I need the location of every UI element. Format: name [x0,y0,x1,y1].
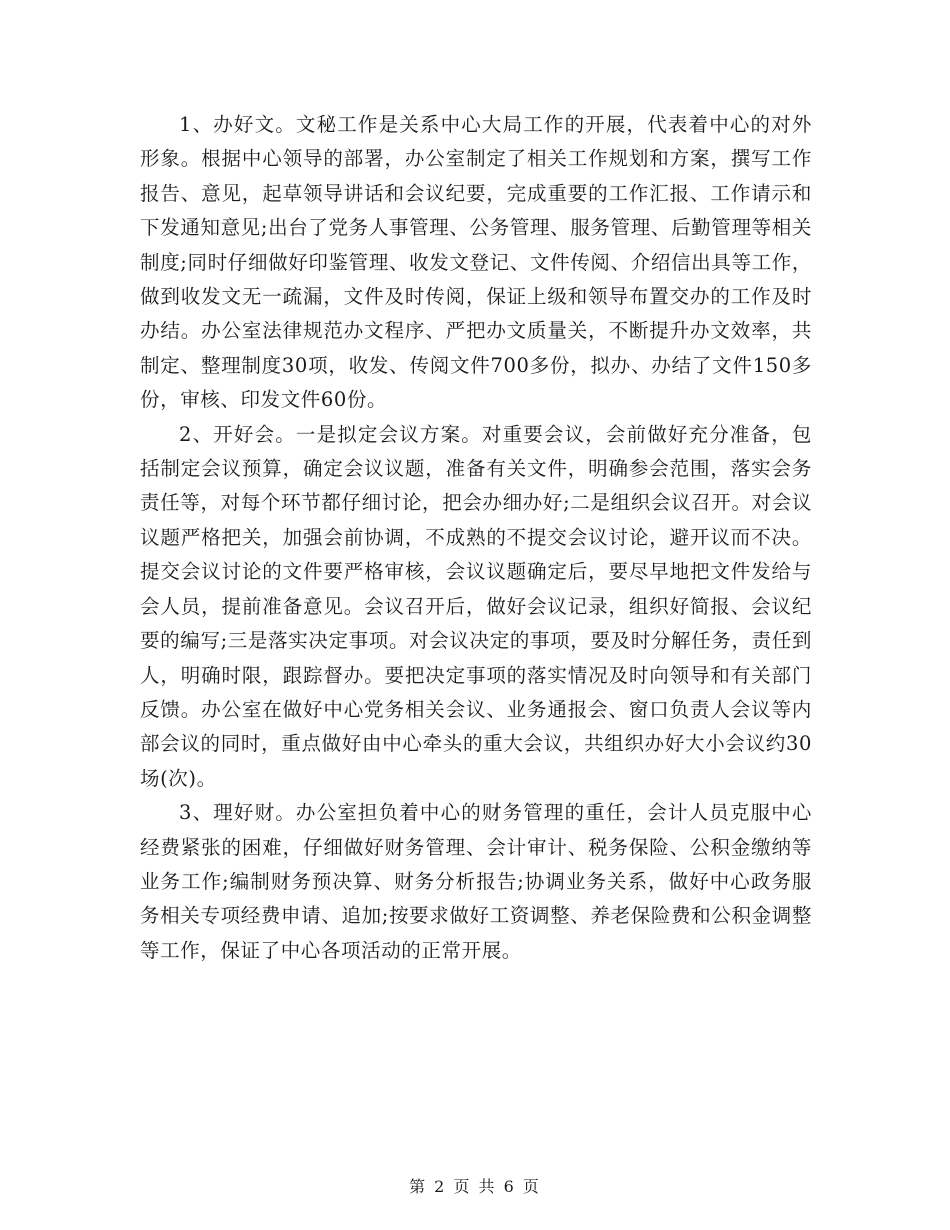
paragraph-1: 1、办好文。文秘工作是关系中心大局工作的开展，代表着中心的对外形象。根据中心领导的部署，办公室制定了相关工作规划和方案，撰写工作报告、意见，起草领导讲话和会议纪要，完成重要的工作汇报、工作请示和下发通知意见;出台了党务人事管理、公务管理、服务管理、后勤管理等相关制度;同时仔细做好印鉴管理、收发文登记、文件传阅、介绍信出具等工作，做到收发文无一疏漏，文件及时传阅，保证上级和领导布置交办的工作及时办结。办公室法律规范办文程序、严把办文质量关，不断提升办文效率，共制定、整理制度30项，收发、传阅文件700多份，拟办、办结了文件150多份，审核、印发文件60份。 [140,113,812,412]
paragraph-2: 2、开好会。一是拟定会议方案。对重要会议，会前做好充分准备，包括制定会议预算，确定会议议题，准备有关文件，明确参会范围，落实会务责任等，对每个环节都仔细讨论，把会办细办好;二是组织会议召开。对会议议题严格把关，加强会前协调，不成熟的不提交会议讨论，避开议而不决。提交会议讨论的文件要严格审核，会议议题确定后，要尽早地把文件发给与会人员，提前准备意见。会议召开后，做好会议记录，组织好简报、会议纪要的编写;三是落实决定事项。对会议决定的事项，要及时分解任务，责任到人，明确时限，跟踪督办。要把决定事项的落实情况及时向领导和有关部门反馈。办公室在做好中心党务相关会议、业务通报会、窗口负责人会议等内部会议的同时，重点做好由中心牵头的重大会议，共组织办好大小会议约30场(次)。 [140,422,812,790]
document-body [140,108,812,968]
paragraph-3: 3、理好财。办公室担负着中心的财务管理的重任，会计人员克服中心经费紧张的困难，仔细做好财务管理、会计审计、税务保险、公积金缴纳等业务工作;编制财务预决算、财务分析报告;协调业务关系，做好中心政务服务相关专项经费申请、追加;按要求做好工资调整、养老保险费和公积金调整等工作，保证了中心各项活动的正常开展。 [140,801,812,962]
page-number-footer: 第 2 页 共 6 页 [409,1177,541,1196]
